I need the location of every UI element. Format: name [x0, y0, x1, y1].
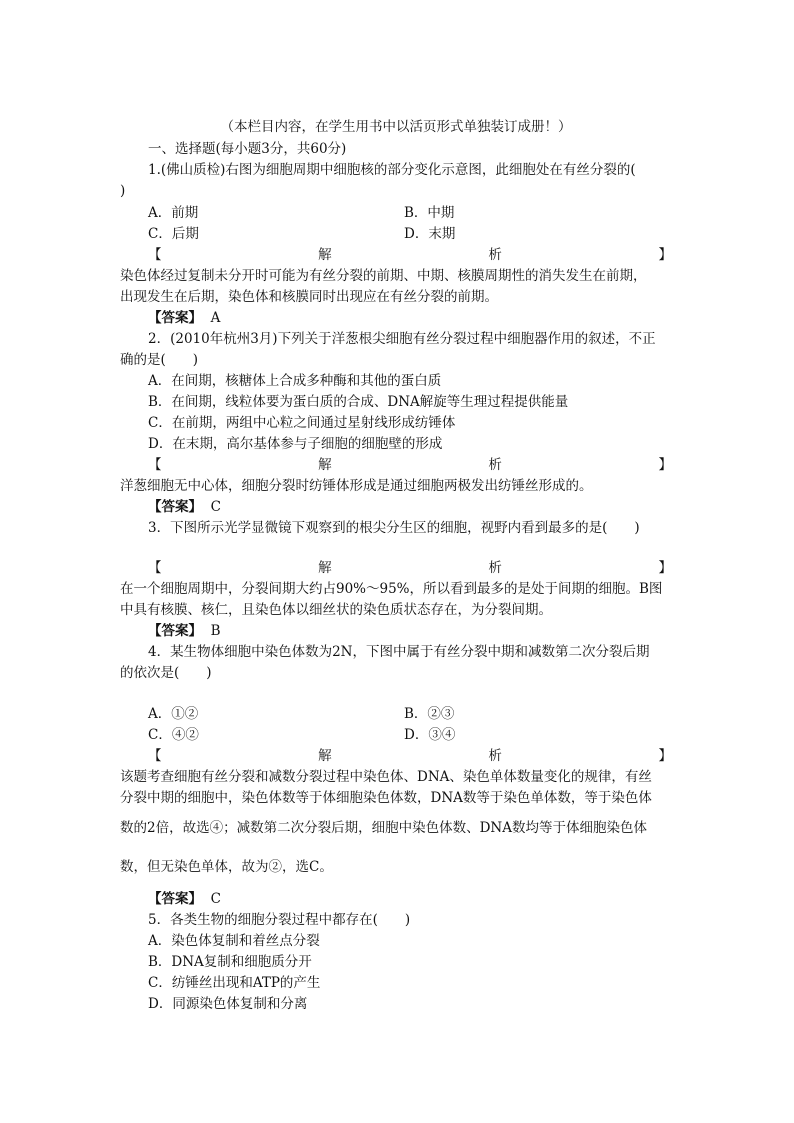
q3-explanation-line2: 中具有核膜、核仁，且染色体以细丝状的染色质状态存在，为分裂间期。 [120, 602, 552, 618]
q2-option-b: B．在间期，线粒体要为蛋白质的合成、DNA解旋等生理过程提供能量 [148, 394, 569, 410]
q4-option-d: D．③④ [404, 727, 456, 743]
bracket-left: 【 [148, 560, 162, 576]
q2-stem-line2: 确的是( ) [120, 352, 199, 368]
q2-stem-line1: 2．(2010年杭州3月)下列关于洋葱根尖细胞有丝分裂过程中细胞器作用的叙述，不正 [148, 331, 656, 347]
analysis-char-1: 解 [318, 457, 332, 473]
analysis-char-2: 析 [488, 247, 502, 263]
q2-answer [148, 497, 221, 518]
q4-explanation-line4: 数，但无染色单体，故为②，选C。 [120, 859, 333, 875]
answer-value: B [210, 623, 221, 639]
bracket-left: 【 [148, 457, 162, 473]
answer-value: A [210, 310, 221, 326]
bracket-right: 】 [658, 560, 672, 576]
q5-option-c: C．纺锤丝出现和ATP的产生 [148, 975, 321, 991]
answer-label: 【答案】 [148, 891, 202, 907]
bracket-right: 】 [658, 748, 672, 764]
q4-analysis-heading [148, 746, 672, 767]
q5-option-d: D．同源染色体复制和分离 [148, 996, 308, 1012]
bracket-left: 【 [148, 748, 162, 764]
section-title: 一、选择题(每小题3分，共60分) [148, 141, 347, 157]
q1-option-b: B．中期 [404, 205, 455, 221]
bracket-left: 【 [148, 247, 162, 263]
q3-answer [148, 621, 221, 642]
q4-answer [148, 889, 221, 910]
answer-value: C [210, 499, 221, 515]
q5-option-b: B．DNA复制和细胞质分开 [148, 954, 312, 970]
q3-explanation-line1: 在一个细胞周期中，分裂间期大约占90%～95%，所以看到最多的是处于间期的细胞。B图 [120, 581, 663, 597]
bracket-right: 】 [658, 457, 672, 473]
analysis-char-2: 析 [488, 560, 502, 576]
q3-stem-line1: 3．下图所示光学显微镜下观察到的根尖分生区的细胞，视野内看到最多的是( ) [148, 520, 640, 536]
q4-stem-line1: 4．某生物体细胞中染色体数为2N，下图中属于有丝分裂中期和减数第二次分裂后期 [148, 644, 650, 660]
q1-explanation-line2: 出现发生在后期，染色体和核膜同时出现应在有丝分裂的前期。 [120, 289, 498, 305]
q4-explanation-line1: 该题考查细胞有丝分裂和减数分裂过程中染色体、DNA、染色单体数量变化的规律，有丝 [120, 769, 652, 785]
answer-label: 【答案】 [148, 623, 202, 639]
q4-explanation-line2: 分裂中期的细胞中，染色体数等于体细胞染色体数，DNA数等于染色单体数，等于染色体 [120, 790, 652, 806]
analysis-char-2: 析 [488, 748, 502, 764]
q1-stem-line1: 1.(佛山质检)右图为细胞周期中细胞核的部分变化示意图，此细胞处在有丝分裂的( [148, 162, 636, 178]
answer-label: 【答案】 [148, 499, 202, 515]
q4-option-b: B．②③ [404, 706, 455, 722]
q1-explanation-line1: 染色体经过复制未分开时可能为有丝分裂的前期、中期、核膜周期性的消失发生在前期， [120, 268, 647, 284]
q2-option-d: D．在末期，高尔基体参与子细胞的细胞壁的形成 [148, 436, 443, 452]
q2-explanation-line1: 洋葱细胞无中心体，细胞分裂时纺锤体形成是通过细胞两极发出纺锤丝形成的。 [120, 478, 593, 494]
q4-stem-line2: 的依次是( ) [120, 665, 212, 681]
q1-stem-line2: ) [120, 183, 126, 199]
answer-label: 【答案】 [148, 310, 202, 326]
q5-option-a: A．染色体复制和着丝点分裂 [148, 933, 320, 949]
q1-answer [148, 308, 220, 329]
q2-analysis-heading [148, 455, 672, 476]
analysis-char-2: 析 [488, 457, 502, 473]
header-note: （本栏目内容，在学生用书中以活页形式单独装订成册！） [220, 119, 572, 135]
q2-option-a: A．在间期，核糖体上合成多种酶和其他的蛋白质 [148, 373, 442, 389]
q3-analysis-heading [148, 558, 672, 579]
q1-option-d: D．末期 [404, 226, 456, 242]
analysis-char-1: 解 [318, 247, 332, 263]
analysis-char-1: 解 [318, 560, 332, 576]
q1-analysis-heading [148, 245, 672, 266]
bracket-right: 】 [658, 247, 672, 263]
q5-stem-line1: 5．各类生物的细胞分裂过程中都存在( ) [148, 912, 411, 928]
q4-option-c: C．④② [148, 727, 199, 743]
answer-value: C [210, 891, 221, 907]
q2-option-c: C．在前期，两组中心粒之间通过星射线形成纺锤体 [148, 415, 456, 431]
q4-option-a: A．①② [148, 706, 199, 722]
analysis-char-1: 解 [318, 748, 332, 764]
q1-option-a: A．前期 [148, 205, 199, 221]
q1-option-c: C．后期 [148, 226, 199, 242]
q4-explanation-line3: 数的2倍，故选④；减数第二次分裂后期，细胞中染色体数、DNA数均等于体细胞染色体 [120, 820, 647, 836]
